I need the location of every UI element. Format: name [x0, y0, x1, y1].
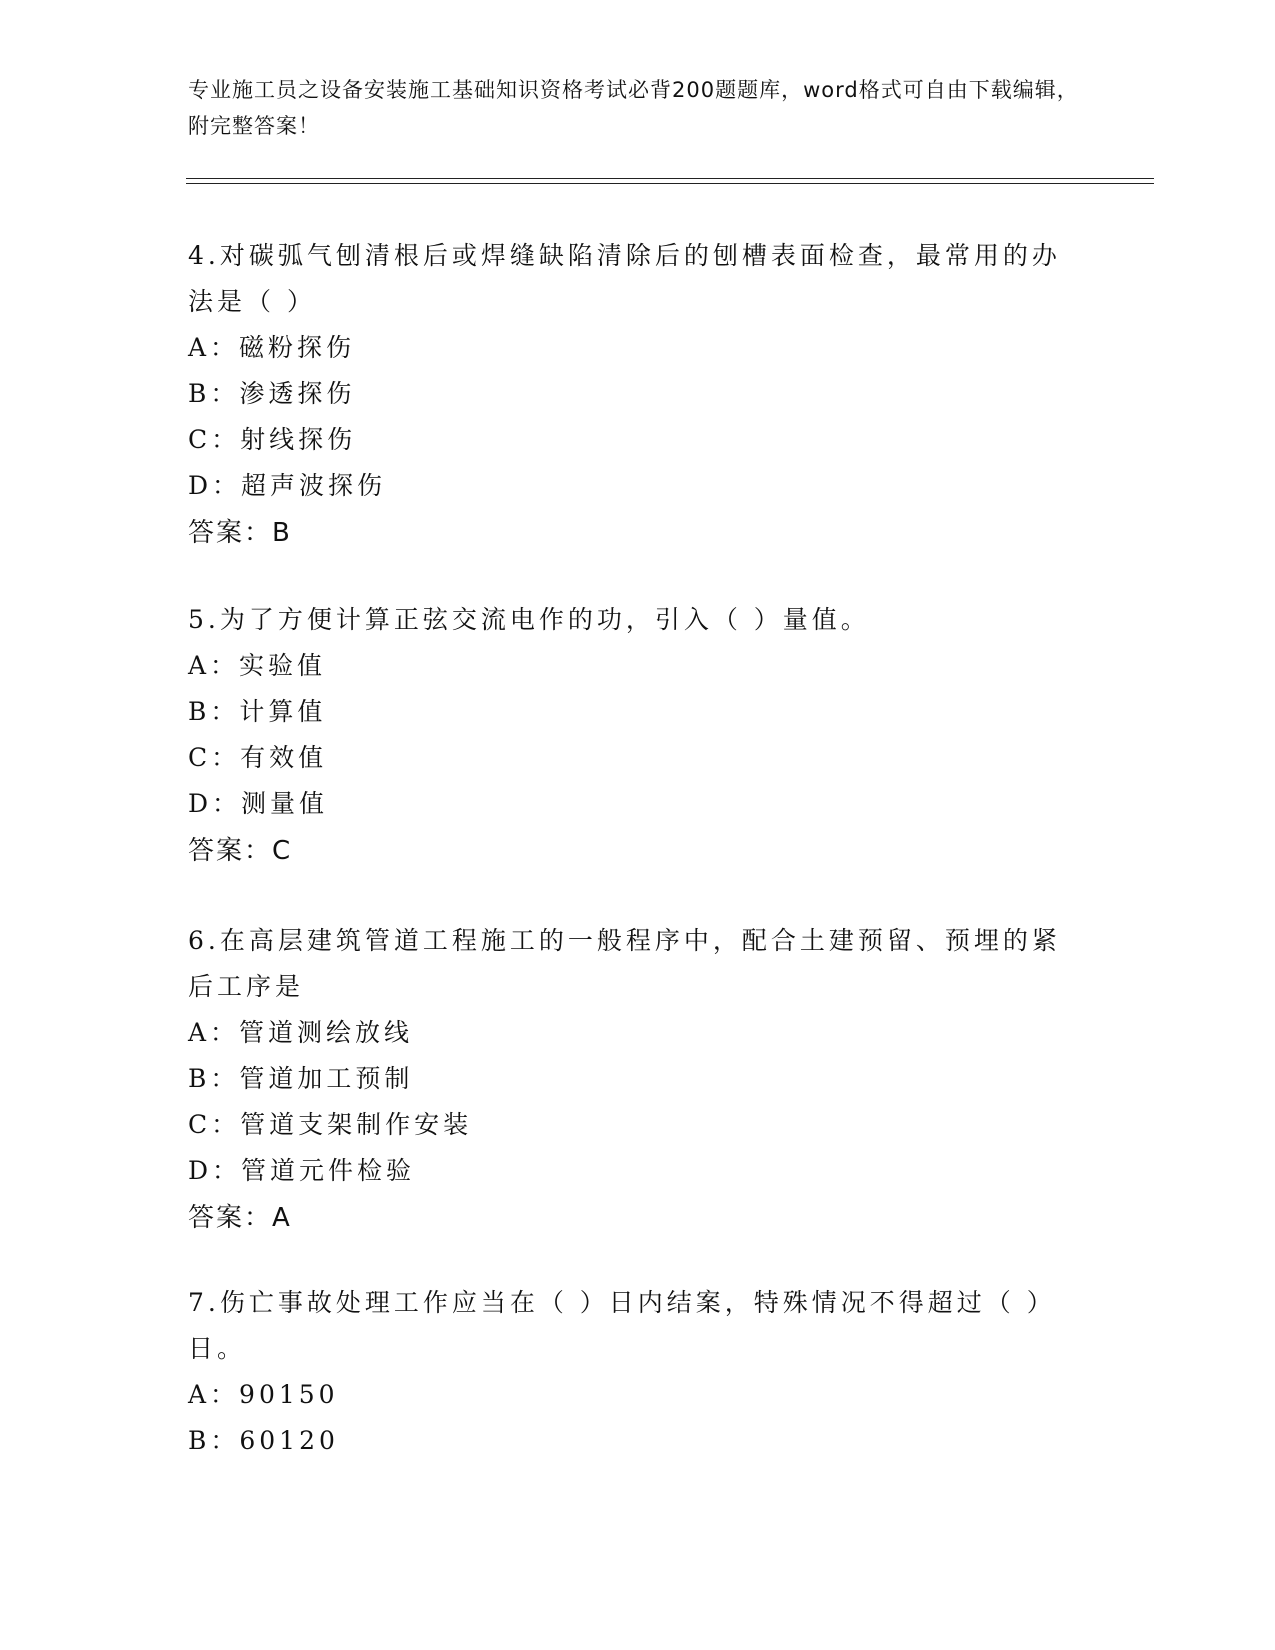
- option-b: B：渗透探伤: [188, 379, 356, 408]
- option-a: A：实验值: [188, 651, 327, 680]
- question-7: [188, 1280, 1068, 1464]
- question-5: [188, 597, 1068, 874]
- option-d: D：测量值: [188, 789, 329, 818]
- option-c: C：管道支架制作安装: [188, 1110, 473, 1139]
- option-c: C：有效值: [188, 743, 328, 772]
- question-4: [188, 233, 1068, 556]
- document-header: 专业施工员之设备安装施工基础知识资格考试必背200题题库，word格式可自由下载编辑，附完整答案！: [188, 78, 1079, 138]
- option-b: B：管道加工预制: [188, 1064, 414, 1093]
- question-text: 5.为了方便计算正弦交流电作的功，引入（ ）量值。: [188, 605, 870, 634]
- question-text: 4.对碳弧气刨清根后或焊缝缺陷清除后的刨槽表面检查，最常用的办法是（ ）: [188, 241, 1061, 316]
- answer-line: 答案：A: [188, 1203, 292, 1233]
- header-divider-top: [186, 178, 1154, 179]
- option-d: D：超声波探伤: [188, 471, 387, 500]
- answer-line: 答案：C: [188, 836, 293, 866]
- option-a: A：管道测绘放线: [188, 1018, 414, 1047]
- option-b: B：60120: [188, 1426, 339, 1455]
- option-a: A：磁粉探伤: [188, 333, 356, 362]
- question-text: 6.在高层建筑管道工程施工的一般程序中，配合土建预留、预埋的紧后工序是: [188, 926, 1061, 1001]
- option-c: C：射线探伤: [188, 425, 357, 454]
- question-6: [188, 918, 1068, 1241]
- option-b: B：计算值: [188, 697, 327, 726]
- option-d: D：管道元件检验: [188, 1156, 416, 1185]
- question-text: 7.伤亡事故处理工作应当在（ ）日内结案，特殊情况不得超过（ ）日。: [188, 1288, 1056, 1363]
- answer-line: 答案：B: [188, 518, 292, 548]
- header-divider-bottom: [186, 183, 1154, 184]
- option-a: A：90150: [188, 1380, 339, 1409]
